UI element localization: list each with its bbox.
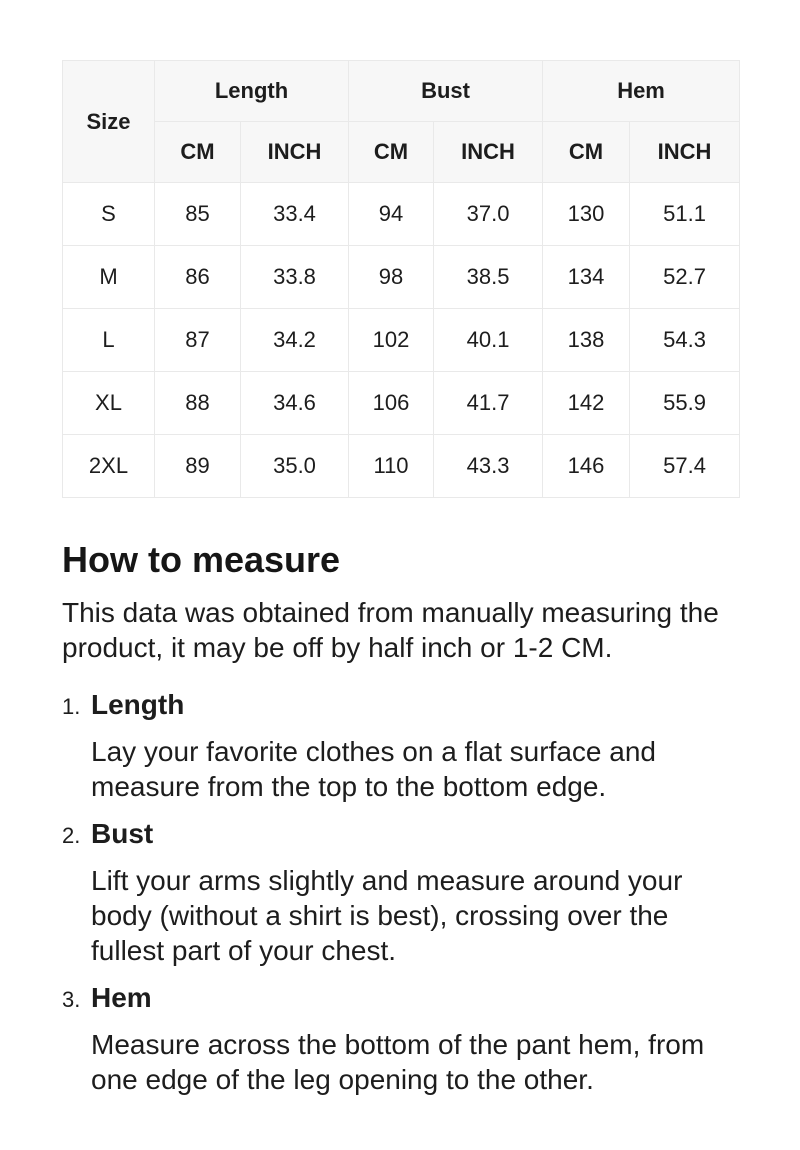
list-item-hem xyxy=(62,980,739,1097)
col-group-bust: Bust xyxy=(349,61,543,122)
list-item-number: 1. xyxy=(62,694,81,720)
col-header-hem-inch: INCH xyxy=(630,122,740,183)
size-cell: S xyxy=(63,183,155,246)
size-cell: 2XL xyxy=(63,435,155,498)
bust-inch-cell: 40.1 xyxy=(434,309,543,372)
size-cell: M xyxy=(63,246,155,309)
table-row xyxy=(63,183,740,246)
length-cm-cell: 87 xyxy=(155,309,241,372)
col-header-bust-cm: CM xyxy=(349,122,434,183)
list-item-heading xyxy=(62,980,739,1017)
length-inch-cell: 33.4 xyxy=(241,183,349,246)
hem-inch-cell: 57.4 xyxy=(630,435,740,498)
col-header-length-cm: CM xyxy=(155,122,241,183)
bust-inch-cell: 41.7 xyxy=(434,372,543,435)
list-item-number: 3. xyxy=(62,987,81,1013)
list-item-title: Bust xyxy=(91,818,154,850)
list-item-number: 2. xyxy=(62,823,81,849)
hem-cm-cell: 130 xyxy=(543,183,630,246)
list-item-heading xyxy=(62,816,739,853)
bust-cm-cell: 102 xyxy=(349,309,434,372)
table-row xyxy=(63,372,740,435)
col-header-length-inch: INCH xyxy=(241,122,349,183)
hem-cm-cell: 142 xyxy=(543,372,630,435)
bust-cm-cell: 98 xyxy=(349,246,434,309)
list-item-bust xyxy=(62,816,739,968)
length-cm-cell: 88 xyxy=(155,372,241,435)
bust-cm-cell: 110 xyxy=(349,435,434,498)
hem-cm-cell: 138 xyxy=(543,309,630,372)
measure-intro-text: This data was obtained from manually measuring the product, it may be off by half inch or 1-2 CM. xyxy=(62,597,719,664)
length-inch-cell: 34.6 xyxy=(241,372,349,435)
bust-cm-cell: 94 xyxy=(349,183,434,246)
length-cm-cell: 85 xyxy=(155,183,241,246)
length-cm-cell: 89 xyxy=(155,435,241,498)
col-group-length: Length xyxy=(155,61,349,122)
size-chart-header xyxy=(63,61,740,183)
size-cell: L xyxy=(63,309,155,372)
table-row xyxy=(63,435,740,498)
list-item-title: Hem xyxy=(91,982,152,1014)
list-item-description: Measure across the bottom of the pant hem, from one edge of the leg opening to the other. xyxy=(91,1029,705,1096)
list-item-description: Lay your favorite clothes on a flat surface and measure from the top to the bottom edge. xyxy=(91,736,656,803)
hem-cm-cell: 134 xyxy=(543,246,630,309)
hem-inch-cell: 51.1 xyxy=(630,183,740,246)
bust-inch-cell: 43.3 xyxy=(434,435,543,498)
length-cm-cell: 86 xyxy=(155,246,241,309)
measure-instructions-list xyxy=(62,687,739,1097)
col-header-bust-inch: INCH xyxy=(434,122,543,183)
list-item-length xyxy=(62,687,739,804)
length-inch-cell: 33.8 xyxy=(241,246,349,309)
col-group-hem: Hem xyxy=(543,61,740,122)
table-row xyxy=(63,309,740,372)
length-inch-cell: 35.0 xyxy=(241,435,349,498)
col-header-size: Size xyxy=(63,61,155,183)
hem-inch-cell: 52.7 xyxy=(630,246,740,309)
size-chart-table xyxy=(62,60,740,498)
list-item-description: Lift your arms slightly and measure around your body (without a shirt is best), crossing over the fullest part of your chest. xyxy=(91,865,683,967)
hem-inch-cell: 54.3 xyxy=(630,309,740,372)
how-to-measure-heading: How to measure xyxy=(62,539,341,580)
bust-cm-cell: 106 xyxy=(349,372,434,435)
length-inch-cell: 34.2 xyxy=(241,309,349,372)
bust-inch-cell: 38.5 xyxy=(434,246,543,309)
list-item-heading xyxy=(62,687,739,724)
col-header-hem-cm: CM xyxy=(543,122,630,183)
hem-cm-cell: 146 xyxy=(543,435,630,498)
size-cell: XL xyxy=(63,372,155,435)
bust-inch-cell: 37.0 xyxy=(434,183,543,246)
hem-inch-cell: 55.9 xyxy=(630,372,740,435)
table-row xyxy=(63,246,740,309)
list-item-title: Length xyxy=(91,689,185,721)
